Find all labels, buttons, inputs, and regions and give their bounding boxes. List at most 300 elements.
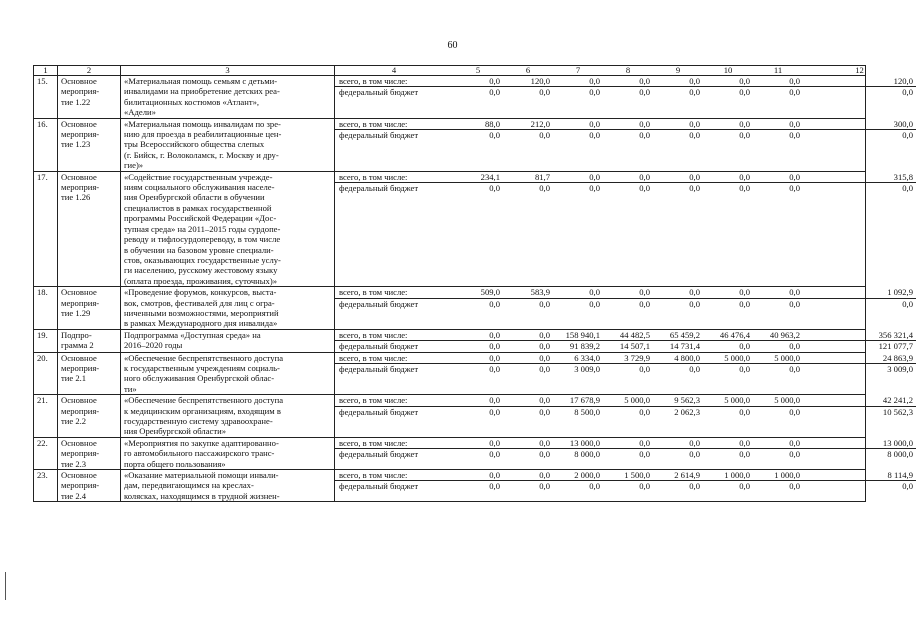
funding-value: 0,0	[539, 406, 550, 417]
funding-value: 8 000,0	[574, 449, 600, 460]
measure-type	[58, 329, 121, 352]
funding-value: 120,0	[503, 76, 553, 87]
funding-value: 315,8	[803, 172, 916, 183]
funding-value: 583,9	[503, 287, 553, 298]
funding-value: 5 000,0	[703, 395, 753, 406]
funding-value: 0,0	[703, 119, 753, 130]
funding-value: 0,0	[503, 395, 553, 406]
funding-value: 0,0	[453, 470, 503, 481]
row-number: 19.	[34, 329, 58, 352]
funding-value: 0,0	[739, 363, 750, 374]
funding-value: 0,0	[553, 287, 603, 298]
funding-row	[335, 438, 916, 449]
funding-value: 0,0	[703, 172, 753, 183]
funding-value: 5 000,0	[603, 395, 653, 406]
funding-value: 0,0	[902, 87, 913, 98]
funding-value: 1 092,9	[803, 287, 916, 298]
funding-source-label: всего, в том числе:	[335, 172, 453, 183]
description-line: «Содействие государственным учрежде-	[124, 171, 273, 182]
funding-value: 158 940,1	[553, 330, 603, 341]
measure-type	[58, 395, 121, 438]
funding-value: 0,0	[639, 130, 650, 141]
funding-value: 3 729,9	[603, 353, 653, 364]
funding-value: 0,0	[689, 363, 700, 374]
funding-source-label: федеральный бюджет	[339, 87, 419, 98]
description-line: «Мероприятия по закупке адаптированно-	[124, 437, 279, 448]
description-line: «Материальная помощь инвалидам по зре-	[124, 118, 281, 129]
funding-value: 0,0	[902, 298, 913, 309]
description-line: вок, смотров, фестивалей для лиц с огра-	[124, 297, 275, 308]
funding-value: 0,0	[453, 330, 503, 341]
funding-row	[335, 395, 916, 406]
funding-row	[335, 76, 916, 87]
measure-type-line: грамма 2	[61, 340, 94, 351]
funding-source-label: всего, в том числе:	[335, 353, 453, 364]
budget-table	[33, 65, 913, 502]
funding-value: 5 000,0	[703, 353, 753, 364]
funding-value: 0,0	[489, 481, 500, 492]
funding-value: 0,0	[689, 183, 700, 194]
measure-type	[58, 437, 121, 469]
measure-type	[58, 76, 121, 119]
funding-value: 13 000,0	[803, 438, 916, 449]
description-line: программы Российской Федерации «Дос-	[124, 213, 277, 224]
measure-type-line: мероприя-	[61, 182, 100, 193]
funding-value: 0,0	[689, 298, 700, 309]
funding-value: 8 114,9	[803, 470, 916, 481]
funding-value: 0,0	[902, 130, 913, 141]
funding-value: 0,0	[589, 87, 600, 98]
funding-value: 0,0	[539, 481, 550, 492]
funding-value: 0,0	[789, 130, 800, 141]
funding-value: 4 800,0	[653, 353, 703, 364]
description-line: ги населению, русскому жестовому языку	[124, 265, 278, 276]
funding-value: 0,0	[689, 130, 700, 141]
funding-value: 0,0	[539, 183, 550, 194]
funding-value: 0,0	[603, 76, 653, 87]
measure-description	[121, 395, 335, 438]
description-line: «Обеспечение беспрепятственного доступа	[124, 352, 284, 363]
funding-value: 0,0	[639, 406, 650, 417]
funding-row	[335, 470, 916, 481]
measure-type	[58, 171, 121, 286]
funding-row	[335, 481, 916, 492]
header-col-12: 12	[855, 65, 864, 75]
page-number: 60	[447, 40, 458, 51]
funding-value: 0,0	[902, 481, 913, 492]
description-line: в обучении на базовом уровне специали-	[124, 244, 274, 255]
measure-type-line: мероприя-	[61, 405, 100, 416]
funding-value: 0,0	[489, 363, 500, 374]
measure-type-line: мероприя-	[61, 86, 100, 97]
funding-value: 0,0	[489, 298, 500, 309]
funding-row	[335, 406, 916, 417]
measure-description	[121, 437, 335, 469]
funding-value: 0,0	[739, 130, 750, 141]
funding-value: 0,0	[789, 406, 800, 417]
funding-value: 0,0	[489, 449, 500, 460]
measure-type-line: Основное	[61, 76, 97, 86]
funding-cell	[335, 171, 913, 286]
description-line: «Адели»	[124, 107, 156, 118]
funding-value: 0,0	[553, 172, 603, 183]
funding-value: 0,0	[503, 330, 553, 341]
funding-value: 0,0	[539, 341, 550, 352]
funding-value: 0,0	[689, 481, 700, 492]
description-line: ния Оренбургской области в обучении	[124, 192, 265, 203]
funding-value: 0,0	[553, 119, 603, 130]
measure-type-line: тие 2.4	[61, 490, 87, 501]
row-number: 20.	[34, 352, 58, 395]
funding-value: 0,0	[539, 87, 550, 98]
funding-value: 13 000,0	[553, 438, 603, 449]
funding-value: 0,0	[503, 470, 553, 481]
funding-value: 0,0	[653, 119, 703, 130]
funding-value: 0,0	[902, 183, 913, 194]
header-col-6: 6	[525, 65, 531, 75]
funding-value: 0,0	[753, 76, 803, 87]
table-row	[34, 395, 866, 438]
funding-value: 0,0	[639, 481, 650, 492]
funding-value: 0,0	[489, 341, 500, 352]
funding-value: 0,0	[739, 87, 750, 98]
funding-value: 65 459,2	[653, 330, 703, 341]
funding-cell	[335, 329, 913, 352]
description-line: гие)»	[124, 160, 144, 171]
margin-line	[5, 572, 6, 600]
measure-type-line: мероприя-	[61, 448, 100, 459]
measure-type-line: мероприя-	[61, 129, 100, 140]
funding-value: 0,0	[603, 119, 653, 130]
funding-value: 1 000,0	[753, 470, 803, 481]
measure-description	[121, 287, 335, 330]
table-row	[34, 118, 866, 171]
header-col-10: 10	[723, 65, 733, 75]
description-line: в рамках Международного дня инвалида»	[124, 318, 278, 329]
funding-row	[335, 353, 916, 364]
header-row	[34, 66, 866, 76]
funding-value: 0,0	[703, 287, 753, 298]
funding-value: 0,0	[739, 341, 750, 352]
funding-source-label: федеральный бюджет	[339, 406, 419, 417]
funding-cell	[335, 470, 913, 502]
description-line: колясках, находящимся в трудной жизнен-	[124, 490, 280, 501]
funding-source-label: федеральный бюджет	[339, 130, 419, 141]
measure-description	[121, 470, 335, 502]
header-col-7: 7	[575, 65, 581, 75]
description-line: стов, оказывающих государственные услу-	[124, 254, 281, 265]
funding-source-label: всего, в том числе:	[335, 76, 453, 87]
funding-source-label: всего, в том числе:	[335, 330, 453, 341]
funding-value: 0,0	[703, 438, 753, 449]
funding-value: 212,0	[503, 119, 553, 130]
funding-value: 91 839,2	[569, 341, 600, 352]
funding-value: 0,0	[689, 87, 700, 98]
funding-value: 0,0	[639, 363, 650, 374]
funding-value: 0,0	[539, 298, 550, 309]
funding-row	[335, 298, 916, 309]
funding-value: 0,0	[553, 76, 603, 87]
measure-type-line: Основное	[61, 171, 97, 182]
funding-row	[335, 87, 916, 98]
row-number: 21.	[34, 395, 58, 438]
description-line: ниям социального обслуживания населе-	[124, 182, 275, 193]
description-line: «Обеспечение беспрепятственного доступа	[124, 395, 284, 406]
funding-value: 46 476,4	[703, 330, 753, 341]
funding-value: 0,0	[789, 363, 800, 374]
measure-type-line: мероприя-	[61, 480, 100, 491]
measure-type-line: тие 2.3	[61, 458, 87, 469]
funding-value: 0,0	[653, 172, 703, 183]
table-row	[34, 437, 866, 469]
table-row	[34, 76, 866, 119]
funding-source-label: всего, в том числе:	[335, 119, 453, 130]
funding-row	[335, 119, 916, 130]
funding-value: 0,0	[453, 395, 503, 406]
funding-value: 0,0	[589, 481, 600, 492]
description-line: «Оказание материальной помощи инвали-	[124, 470, 279, 481]
funding-source-label: федеральный бюджет	[339, 481, 419, 492]
funding-source-label: федеральный бюджет	[339, 183, 419, 194]
funding-value: 0,0	[453, 438, 503, 449]
header-col-11: 11	[773, 65, 783, 75]
header-col-3: 3	[121, 66, 335, 76]
funding-cell	[335, 395, 913, 438]
description-line: к государственным учреждениям социаль-	[124, 362, 280, 373]
description-line: дам, передвигающимся на креслах-	[124, 480, 254, 491]
funding-value: 0,0	[753, 172, 803, 183]
measure-type-line: тие 1.23	[61, 139, 91, 150]
row-number: 23.	[34, 470, 58, 502]
table-row	[34, 329, 866, 352]
funding-value: 0,0	[489, 87, 500, 98]
measure-type-line: Основное	[61, 118, 97, 129]
funding-value: 14 507,1	[619, 341, 650, 352]
funding-source-label: федеральный бюджет	[339, 363, 419, 374]
row-number: 18.	[34, 287, 58, 330]
funding-row	[335, 130, 916, 141]
description-line: (оплата проезда, проживания, суточных)»	[124, 275, 277, 286]
description-line: Подпрограмма «Доступная среда» на	[124, 329, 261, 340]
funding-value: 8 500,0	[574, 406, 600, 417]
description-line: ниченными возможностями, мероприятий	[124, 307, 279, 318]
row-number: 16.	[34, 118, 58, 171]
measure-type-line: Основное	[61, 352, 97, 363]
measure-type	[58, 470, 121, 502]
funding-value: 234,1	[453, 172, 503, 183]
funding-value: 0,0	[503, 438, 553, 449]
row-number: 22.	[34, 437, 58, 469]
header-col-4: 4	[391, 65, 397, 75]
funding-value: 0,0	[489, 406, 500, 417]
funding-value: 0,0	[789, 449, 800, 460]
measure-type-line: Основное	[61, 437, 97, 448]
funding-value: 0,0	[539, 130, 550, 141]
funding-value: 10 562,3	[882, 406, 913, 417]
header-col-5: 5	[475, 65, 481, 75]
funding-value: 0,0	[789, 341, 800, 352]
measure-description	[121, 352, 335, 395]
funding-value: 1 500,0	[603, 470, 653, 481]
funding-value: 0,0	[603, 172, 653, 183]
funding-value: 0,0	[789, 183, 800, 194]
measure-description	[121, 76, 335, 119]
funding-value: 14 731,4	[669, 341, 700, 352]
funding-value: 0,0	[653, 438, 703, 449]
measure-type-line: мероприя-	[61, 297, 100, 308]
description-line: государственную систему здравоохране-	[124, 416, 273, 426]
description-line: тры Всероссийского общества слепых	[124, 139, 265, 150]
header-col-1: 1	[34, 66, 58, 76]
measure-type-line: Основное	[61, 287, 97, 298]
funding-source-label: федеральный бюджет	[339, 341, 419, 352]
funding-source-label: всего, в том числе:	[335, 395, 453, 406]
funding-value: 356 321,4	[803, 330, 916, 341]
funding-cell	[335, 287, 913, 330]
table-row	[34, 171, 866, 286]
funding-value: 0,0	[453, 353, 503, 364]
funding-cell	[335, 437, 913, 469]
measure-type-line: тие 1.26	[61, 192, 91, 203]
measure-type-line: Подпро-	[61, 329, 92, 340]
funding-value: 0,0	[653, 287, 703, 298]
funding-value: 0,0	[789, 481, 800, 492]
funding-value: 0,0	[653, 76, 703, 87]
funding-value: 121 077,7	[878, 341, 913, 352]
funding-source-label: всего, в том числе:	[335, 287, 453, 298]
measure-description	[121, 329, 335, 352]
funding-value: 0,0	[753, 119, 803, 130]
header-col-8: 8	[625, 65, 631, 75]
description-line: ти»	[124, 383, 137, 394]
description-line: специалистов в рамках государственной	[124, 202, 272, 213]
funding-value: 3 009,0	[887, 363, 913, 374]
funding-value: 2 062,3	[674, 406, 700, 417]
description-line: реводу и тифлосурдопереводу, в том числе	[124, 234, 281, 245]
funding-source-label: федеральный бюджет	[339, 298, 419, 309]
funding-value: 0,0	[589, 130, 600, 141]
funding-cell	[335, 76, 913, 119]
measure-description	[121, 171, 335, 286]
description-line: порта общего пользования»	[124, 458, 226, 469]
funding-value: 0,0	[453, 76, 503, 87]
funding-value: 0,0	[753, 287, 803, 298]
measure-type-line: тие 1.29	[61, 307, 91, 318]
measure-type-line: Основное	[61, 395, 97, 406]
funding-value: 42 241,2	[803, 395, 916, 406]
funding-value: 0,0	[639, 87, 650, 98]
funding-value: 0,0	[789, 87, 800, 98]
funding-value: 0,0	[503, 353, 553, 364]
description-line: «Проведение форумов, конкурсов, выста-	[124, 287, 277, 298]
row-number: 15.	[34, 76, 58, 119]
funding-value: 1 000,0	[703, 470, 753, 481]
funding-value: 0,0	[739, 449, 750, 460]
description-line: (г. Бийск, г. Волоколамск, г. Москву и дру-	[124, 149, 279, 160]
description-line: тупная среда» на 2011–2015 годы сурдопе-	[124, 223, 281, 234]
measure-type-line: тие 2.1	[61, 373, 87, 384]
description-line: нию для проезда в реабилитационные цен-	[124, 129, 282, 140]
funding-row	[335, 183, 916, 194]
funding-value: 2 000,0	[553, 470, 603, 481]
measure-type-line: тие 2.2	[61, 416, 87, 426]
funding-value: 40 963,2	[753, 330, 803, 341]
funding-source-label: федеральный бюджет	[339, 449, 419, 460]
funding-value: 0,0	[639, 449, 650, 460]
funding-row	[335, 341, 916, 352]
table-row	[34, 287, 866, 330]
funding-value: 0,0	[603, 287, 653, 298]
funding-source-label: всего, в том числе:	[335, 470, 453, 481]
funding-value: 0,0	[689, 449, 700, 460]
description-line: 2016–2020 годы	[124, 340, 183, 351]
funding-value: 0,0	[739, 481, 750, 492]
funding-value: 0,0	[639, 183, 650, 194]
funding-value: 5 000,0	[753, 353, 803, 364]
description-line: билитационных костюмов «Атлант»,	[124, 96, 260, 107]
funding-source-label: всего, в том числе:	[335, 438, 453, 449]
funding-value: 81,7	[503, 172, 553, 183]
measure-type-line: мероприя-	[61, 362, 100, 373]
funding-value: 6 334,0	[553, 353, 603, 364]
header-sub	[335, 66, 866, 76]
measure-type	[58, 118, 121, 171]
funding-value: 88,0	[453, 119, 503, 130]
funding-row	[335, 449, 916, 460]
description-line: ния Оренбургской области»	[124, 426, 226, 437]
funding-value: 0,0	[739, 406, 750, 417]
funding-value: 0,0	[639, 298, 650, 309]
funding-value: 0,0	[753, 438, 803, 449]
description-line: го автомобильного пассажирского транс-	[124, 448, 275, 459]
description-line: «Материальная помощь семьям с детьми-	[124, 76, 278, 86]
funding-value: 17 678,9	[553, 395, 603, 406]
funding-value: 0,0	[489, 183, 500, 194]
funding-row	[335, 363, 916, 374]
funding-value: 5 000,0	[753, 395, 803, 406]
funding-value: 0,0	[603, 438, 653, 449]
measure-type	[58, 287, 121, 330]
funding-row	[335, 330, 916, 341]
funding-row	[335, 287, 916, 298]
funding-value: 24 863,9	[803, 353, 916, 364]
funding-value: 3 009,0	[574, 363, 600, 374]
description-line: к медицинским организациям, входящим в	[124, 405, 281, 416]
measure-description	[121, 118, 335, 171]
funding-value: 2 614,9	[653, 470, 703, 481]
funding-value: 0,0	[739, 183, 750, 194]
funding-value: 9 562,3	[653, 395, 703, 406]
funding-value: 0,0	[703, 76, 753, 87]
description-line: инвалидами на приобретение детских реа-	[124, 86, 280, 97]
funding-value: 0,0	[589, 298, 600, 309]
header-col-2: 2	[58, 66, 121, 76]
funding-cell	[335, 118, 913, 171]
row-number: 17.	[34, 171, 58, 286]
header-col-9: 9	[675, 65, 681, 75]
funding-value: 44 482,5	[603, 330, 653, 341]
funding-cell	[335, 352, 913, 395]
measure-type-line: Основное	[61, 470, 97, 481]
measure-type	[58, 352, 121, 395]
funding-value: 8 000,0	[887, 449, 913, 460]
table-row	[34, 470, 866, 502]
funding-value: 0,0	[589, 183, 600, 194]
funding-value: 0,0	[789, 298, 800, 309]
funding-value: 0,0	[739, 298, 750, 309]
funding-value: 0,0	[489, 130, 500, 141]
measure-type-line: тие 1.22	[61, 96, 91, 107]
